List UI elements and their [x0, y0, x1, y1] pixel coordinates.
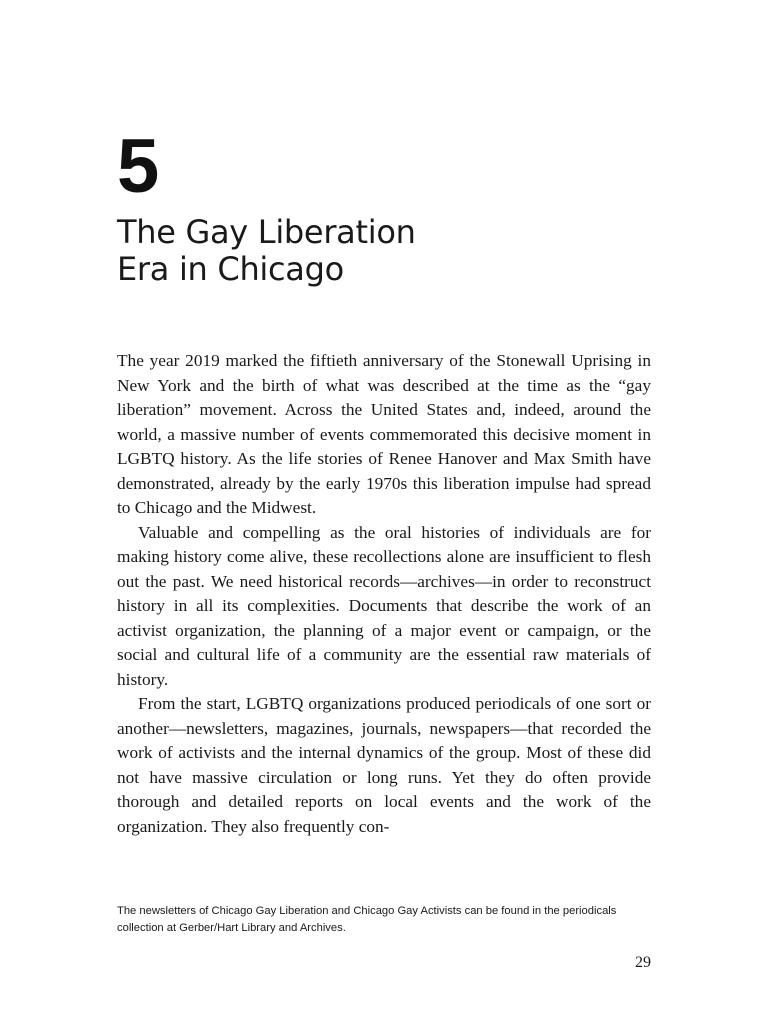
paragraph-3: From the start, LGBTQ organizations produced periodicals of one sort or another—newsletters, magazines, journals, newspapers—that recorded the work of activists and the internal dynamics of the group. Most of these did not have massive circulation or long runs. Yet they do often provide thorough and detailed reports on local events and the work of the organization. They also frequently con-: [117, 694, 651, 836]
body-text: [117, 349, 651, 839]
paragraph-2: Valuable and compelling as the oral histories of individuals are for making history come alive, these recollections alone are insufficient to flesh out the past. We need historical records—archives—in order to reconstruct history in all its complexities. Documents that describe the work of an activist organization, the planning of a major event or campaign, or the social and cultural life of a community are the essential raw materials of history.: [117, 522, 651, 689]
chapter-title: [117, 214, 416, 288]
page-number: 29: [635, 954, 651, 971]
chapter-title-line-1: The Gay Liberation: [117, 213, 416, 251]
chapter-number: 5: [117, 124, 158, 209]
paragraph-1: The year 2019 marked the fiftieth anniversary of the Stonewall Uprising in New York and the birth of what was described at the time as the “gay liberation” movement. Across the United States and, indeed, around the world, a massive number of events commemorated this decisive moment in LGBTQ history. As the life stories of Renee Hanover and Max Smith have demonstrated, already by the early 1970s this liberation impulse had spread to Chicago and the Midwest.: [117, 351, 651, 517]
chapter-title-line-2: Era in Chicago: [117, 250, 344, 288]
footnote: The newsletters of Chicago Gay Liberation and Chicago Gay Activists can be found in the periodicals collection at Gerber/Hart Library and Archives.: [117, 905, 617, 934]
